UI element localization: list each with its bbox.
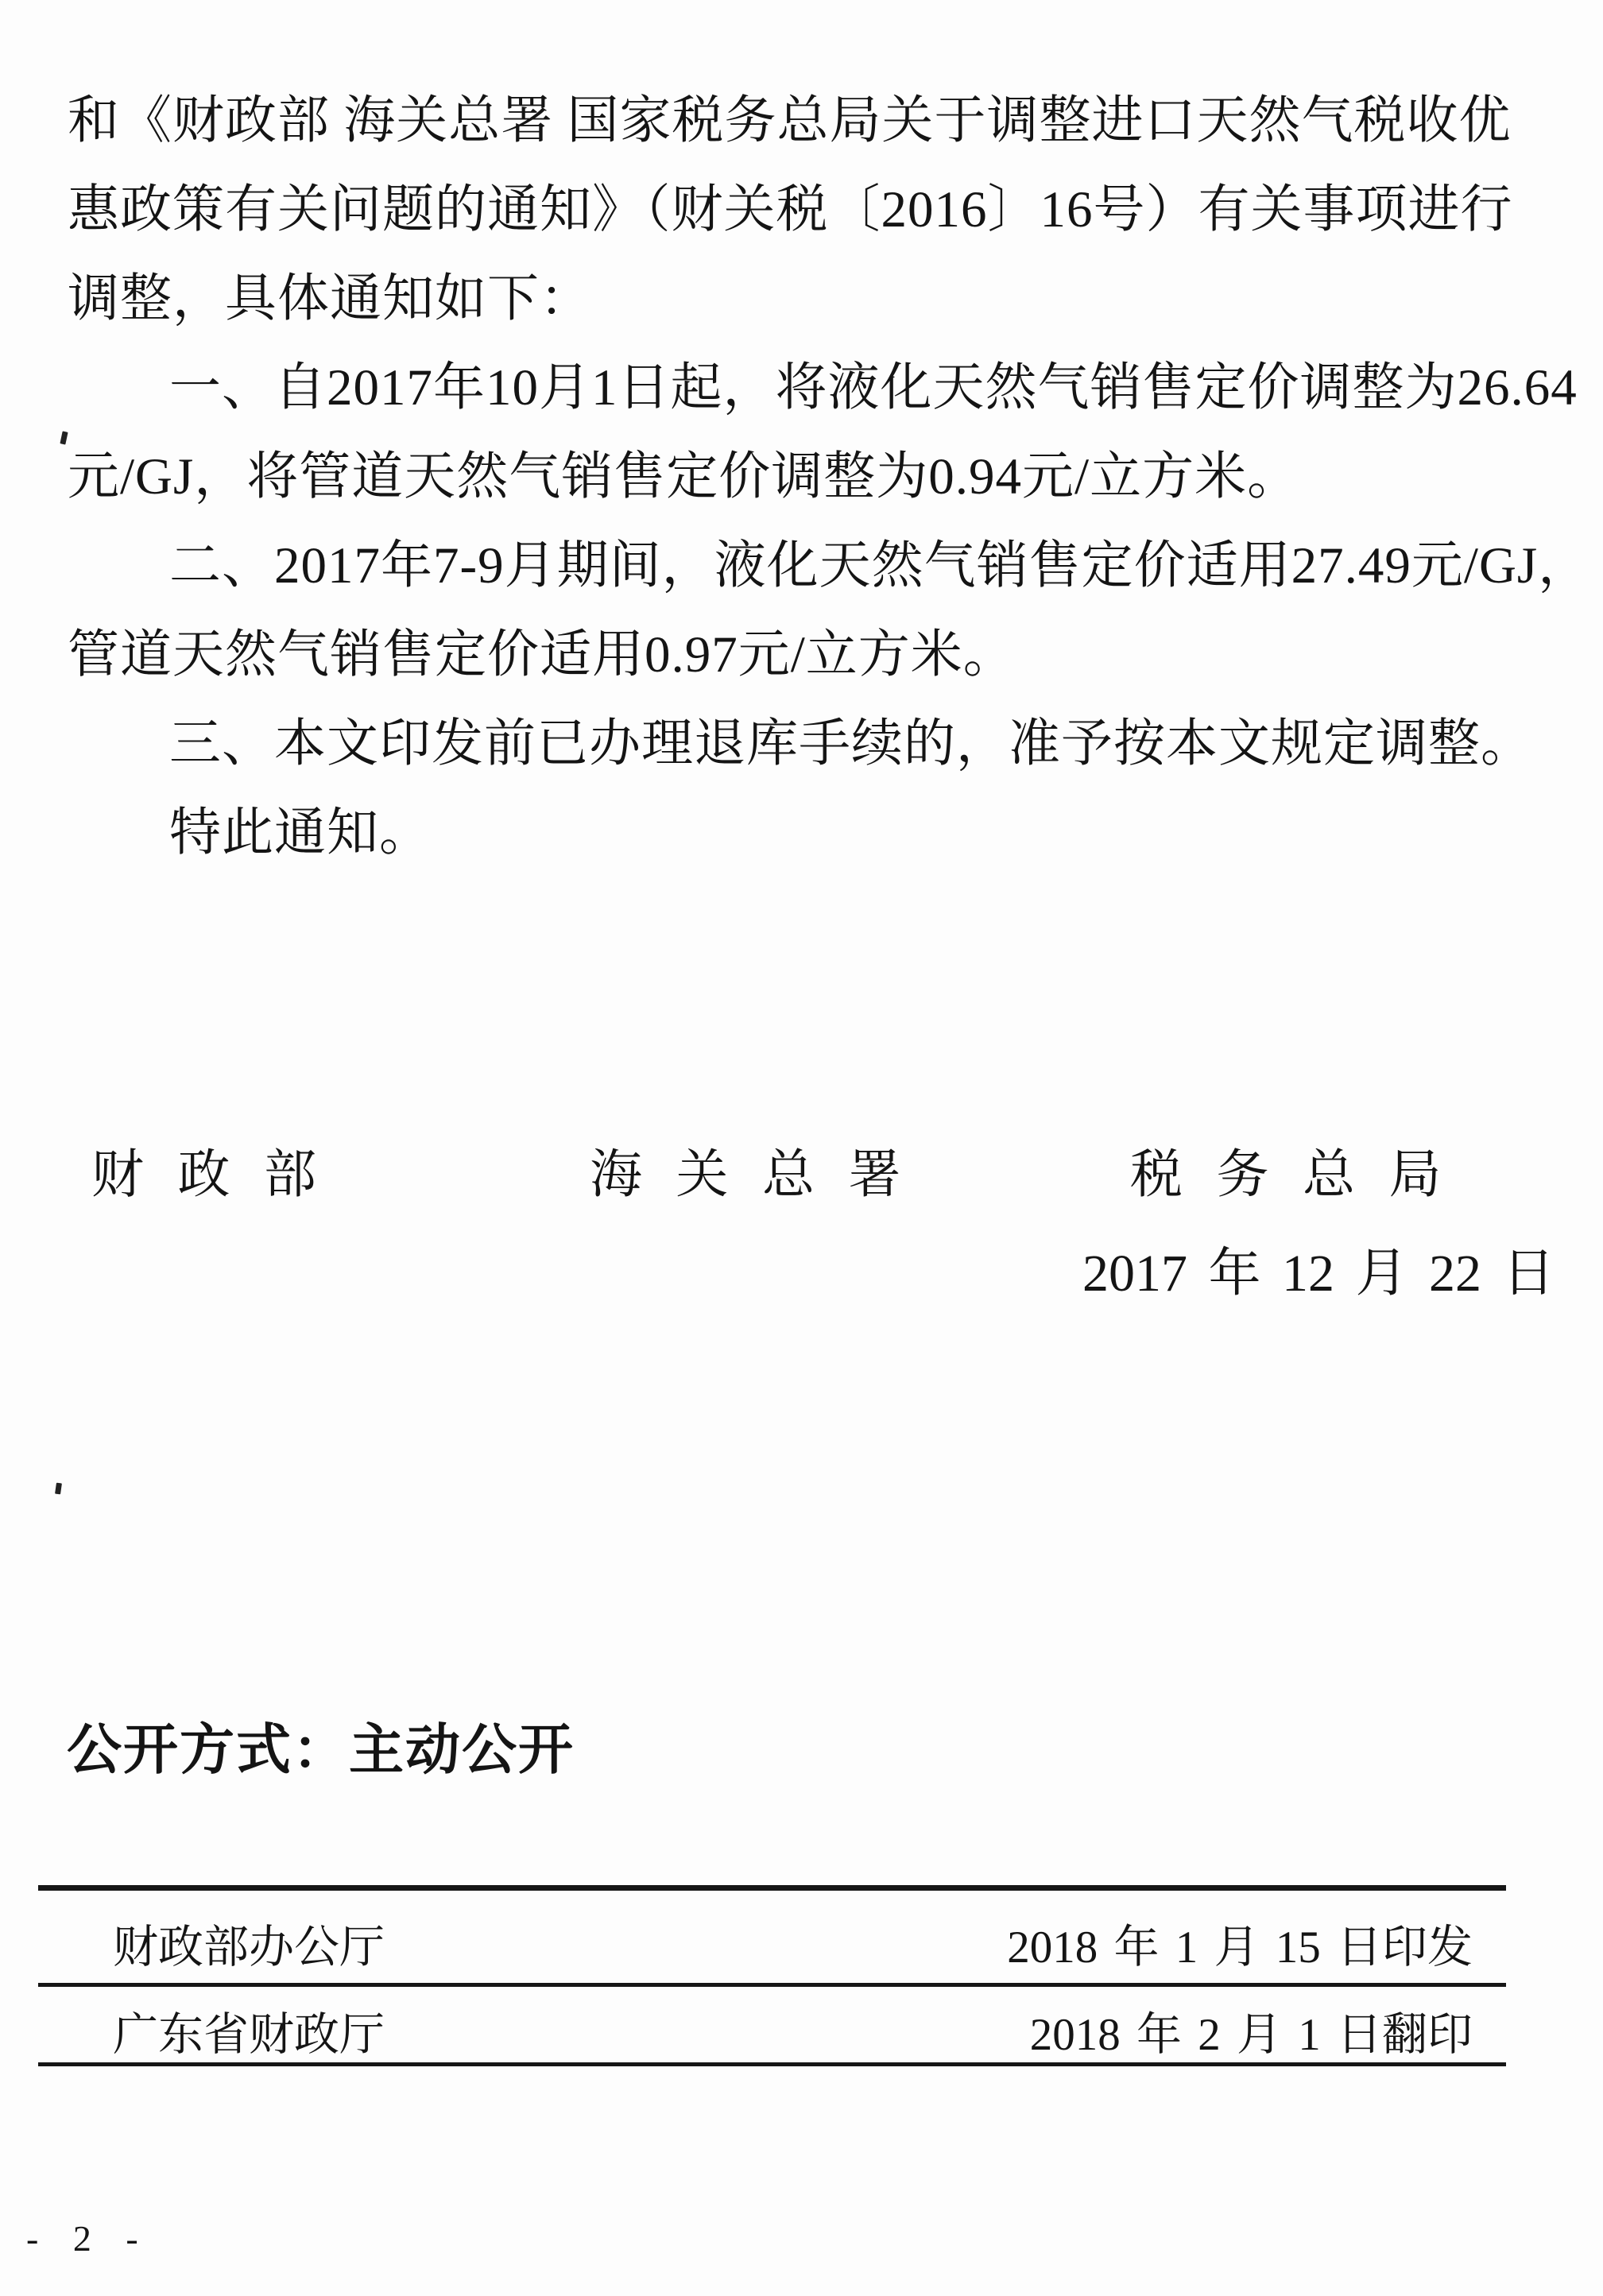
body-line-8: 三、本文印发前已办理退库手续的，准予按本文规定调整。 (169, 715, 1534, 772)
body-line-7: 管道天然气销售定价适用0.97元/立方米。 (68, 626, 1016, 683)
body-line-5: 元/GJ，将管道天然气销售定价调整为0.94元/立方米。 (68, 448, 1300, 505)
body-line-4: 一、自2017年10月1日起，将液化天然气销售定价调整为26.64 (169, 359, 1578, 416)
body-line-9: 特此通知。 (169, 804, 432, 861)
scan-speck (55, 1483, 62, 1495)
body-line-6: 二、2017年7-9月期间，液化天然气销售定价适用27.49元/GJ， (169, 537, 1591, 594)
body-line-3: 调整，具体通知如下： (68, 270, 593, 327)
body-line-1: 和《财政部 海关总署 国家税务总局关于调整进口天然气税收优 (68, 92, 1512, 149)
document-body (68, 76, 1591, 877)
imprint-date: 2018 年 1 月 15 日印发 (1007, 1922, 1473, 1973)
imprint-row (113, 1998, 1473, 2063)
imprint-block (38, 1885, 1506, 2066)
signer-customs-administration: 海 关 总 署 (590, 1146, 901, 1204)
imprint-issuer: 财政部办公厅 (113, 1922, 385, 1973)
body-line-2: 惠政策有关问题的通知》（财关税〔2016〕16号）有关事项进行 (68, 181, 1513, 238)
imprint-rule-top (38, 1885, 1506, 1891)
imprint-rule-bottom (38, 2062, 1506, 2066)
page-number: - 2 - (26, 2218, 151, 2259)
imprint-row (113, 1911, 1473, 1976)
disclosure-method-line: 公开方式：主动公开 (67, 1719, 575, 1780)
signer-taxation-administration: 税 务 总 局 (1130, 1146, 1442, 1204)
signer-ministry-of-finance: 财 政 部 (91, 1146, 316, 1204)
imprint-issuer: 广东省财政厅 (113, 2010, 385, 2060)
imprint-date: 2018 年 2 月 1 日翻印 (1029, 2010, 1473, 2060)
signature-date: 2017 年 12 月 22 日 (1082, 1245, 1555, 1303)
imprint-rule-middle (38, 1983, 1506, 1987)
